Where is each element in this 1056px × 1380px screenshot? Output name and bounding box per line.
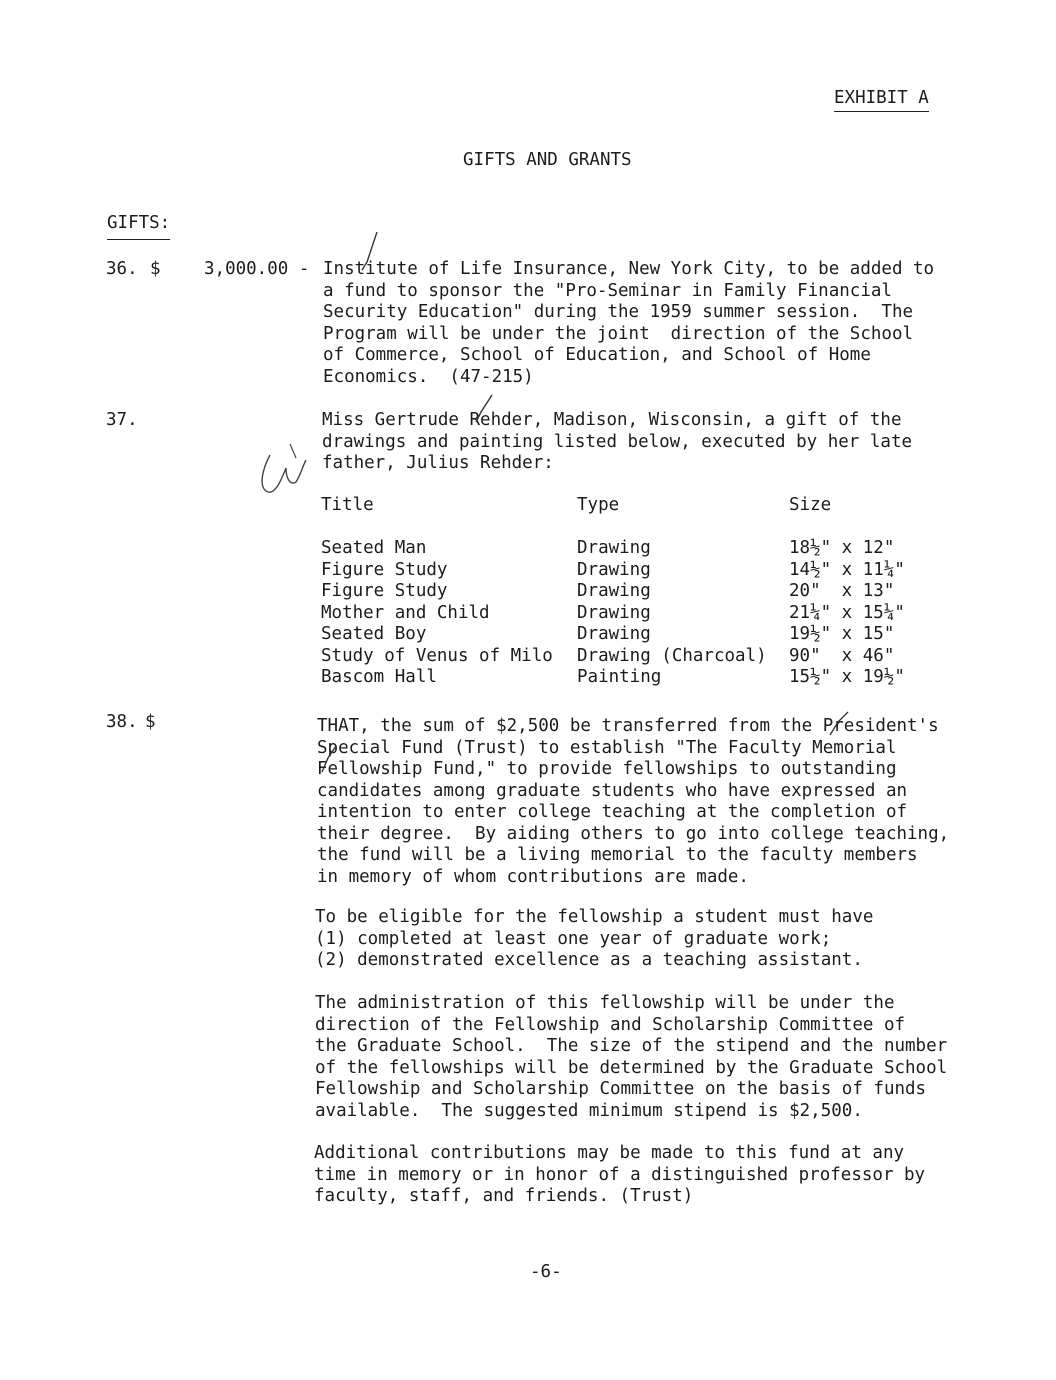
table-cell-type: Painting [577,667,662,687]
text-line: The administration of this fellowship will be under the [315,993,895,1013]
table-cell-title: Study of Venus of Milo [321,646,553,666]
section-heading: GIFTS: [107,213,170,240]
item-36-description [323,259,934,388]
handwritten-mark-icon [290,444,296,458]
text-line: Special Fund (Trust) to establish "The Faculty Memorial [317,737,897,758]
text-line: of the fellowships will be determined by the Graduate School [315,1057,948,1078]
dollar-sign: $ [145,712,156,732]
text-line: intention to enter college teaching at the completion of [317,802,908,822]
text-line: in memory of whom contributions are made. [317,866,749,887]
text-line: Miss Gertrude Rehder, Madison, Wisconsin, a gift of the [322,410,902,430]
table-cell-title: Figure Study [321,581,448,601]
item-number: 37. [106,410,138,430]
table-cell-title: Seated Man [321,538,427,558]
table-header-type: Type [577,495,620,515]
table-cell-type: Drawing [577,581,651,601]
item-38-paragraph-3 [315,993,947,1122]
text-line: father, Julius Rehder: [322,453,554,473]
text-line: Fellowship and Scholarship Committee on the basis of funds [315,1079,927,1099]
table-cell-type: Drawing [577,538,651,558]
item-38-paragraph-1 [317,716,949,888]
text-line: Fellowship Fund," to provide fellowships to outstanding [317,759,897,779]
text-line: Security Education" during the 1959 summer session. The [323,302,914,322]
page-number: -6- [530,1262,562,1282]
text-line: (1) completed at least one year of graduate work; [315,928,832,949]
table-cell-size: 18½" x 12" [789,538,895,558]
item-37-description [322,410,912,475]
text-line: Additional contributions may be made to this fund at any [314,1143,905,1163]
table-cell-size: 21¼" x 15¼" [789,603,905,623]
text-line: the Graduate School. The size of the stipend and the number [315,1036,948,1056]
table-cell-size: 15½" x 19½" [789,667,905,687]
table-cell-type: Drawing (Charcoal) [577,646,767,666]
item-number: 36. [106,259,138,279]
table-cell-type: Drawing [577,560,651,580]
table-cell-title: Seated Boy [321,624,427,644]
table-cell-title: Bascom Hall [321,667,437,687]
text-line: available. The suggested minimum stipend is $2,500. [315,1100,863,1121]
table-cell-type: Drawing [577,603,651,623]
table-header-title: Title [321,495,374,515]
gift-amount: 3,000.00 - [204,259,310,279]
table-cell-title: Mother and Child [321,603,490,623]
text-line: drawings and painting listed below, executed by her late [322,431,913,452]
table-cell-size: 90" x 46" [789,646,895,666]
text-line: candidates among graduate students who have expressed an [317,780,908,801]
exhibit-label: EXHIBIT A [834,88,929,112]
text-line: direction of the Fellowship and Scholarship Committee of [315,1014,906,1035]
table-cell-type: Drawing [577,624,651,644]
text-line: a fund to sponsor the "Pro-Seminar in Family Financial [323,280,892,301]
text-line: To be eligible for the fellowship a student must have [315,907,874,927]
text-line: of Commerce, School of Education, and School of Home [323,345,871,365]
item-38-paragraph-2 [315,907,873,972]
page-title: GIFTS AND GRANTS [463,150,632,170]
text-line: (2) demonstrated excellence as a teaching assistant. [315,950,863,970]
table-cell-size: 19½" x 15" [789,624,895,644]
table-header-size: Size [789,495,832,515]
text-line: time in memory or in honor of a distinguished professor by [314,1164,926,1185]
text-line: Economics. (47-215) [323,366,534,387]
text-line: Institute of Life Insurance, New York City, to be added to [323,259,935,279]
table-cell-size: 20" x 13" [789,581,895,601]
table-cell-size: 14½" x 11¼" [789,560,905,580]
table-cell-title: Figure Study [321,560,448,580]
text-line: Program will be under the joint direction of the School [323,323,914,344]
item-38-paragraph-4 [314,1143,925,1208]
text-line: the fund will be a living memorial to the faculty members [317,845,918,865]
item-number: 38. [106,712,138,732]
text-line: faculty, staff, and friends. (Trust) [314,1186,694,1206]
handwritten-initials-icon [262,455,306,492]
text-line: THAT, the sum of $2,500 be transferred from the President's [317,716,939,736]
text-line: their degree. By aiding others to go into college teaching, [317,823,950,844]
dollar-sign: $ [150,259,161,279]
